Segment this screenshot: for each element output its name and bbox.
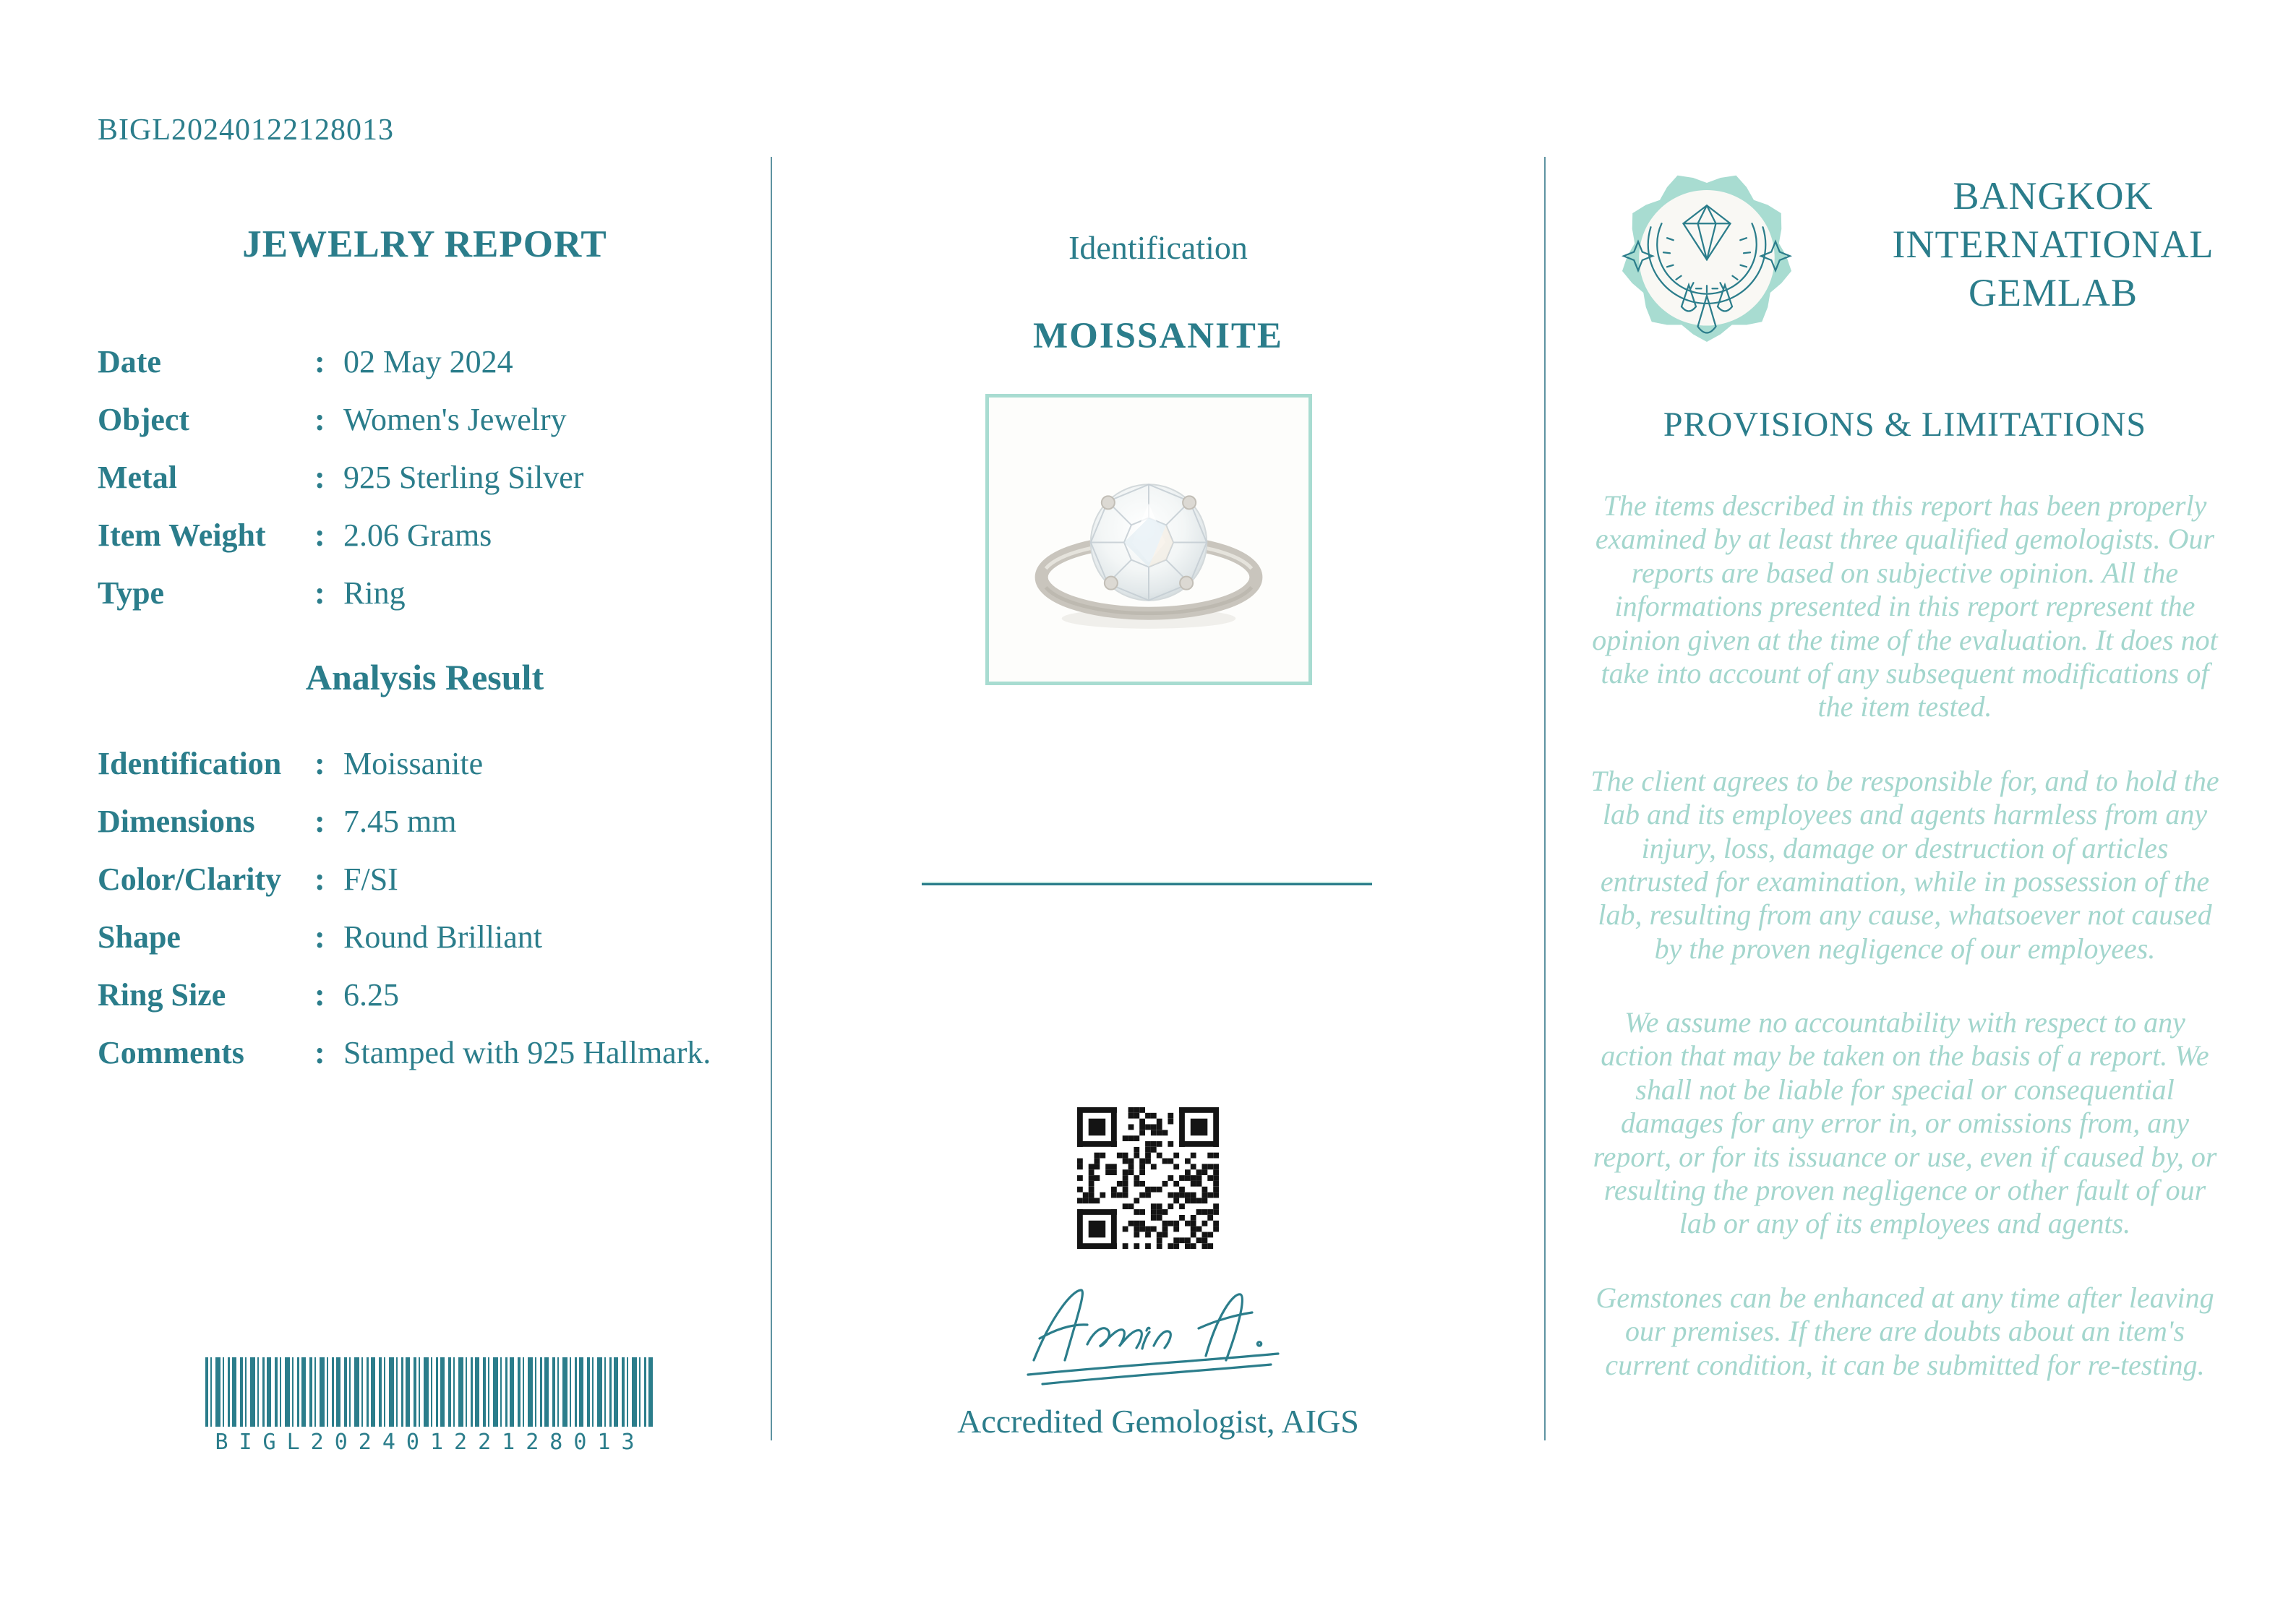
provisions-title: PROVISIONS & LIMITATIONS (1663, 405, 2147, 444)
detail-label: Date (98, 343, 161, 379)
detail-separator: : (314, 976, 325, 1013)
analysis-row-color-clarity (98, 850, 752, 908)
detail-separator: : (314, 1034, 325, 1070)
detail-row-item-weight (98, 506, 752, 564)
lab-name-line: BANGKOK (1953, 174, 2154, 218)
identification-result: MOISSANITE (1033, 316, 1283, 356)
analysis-row-ring-size (98, 966, 752, 1023)
separator-line (922, 882, 1372, 885)
provision-paragraph: Gemstones can be enhanced at any time after leaving our premises. If there are doubts about an item's current condition, it can be submitted for re-testing. (1595, 1281, 2214, 1381)
detail-separator: : (314, 401, 325, 437)
detail-separator: : (314, 745, 325, 781)
report-details (98, 332, 752, 622)
detail-row-date (98, 332, 752, 390)
detail-separator: : (314, 861, 325, 897)
provision-paragraph: The items described in this report has been properly examined by at least three qualified gemologists. Our reports are based on subjective opinion. All the informations presented in this report represent the opinion given at the time of the evaluation. It does not take into account of any subsequent modifications of the item tested. (1592, 489, 2218, 723)
detail-separator: : (314, 919, 325, 955)
qr-code (1077, 1107, 1219, 1249)
detail-label: Object (98, 401, 190, 437)
qr-code-icon (1077, 1107, 1219, 1249)
detail-label: Type (98, 575, 165, 611)
detail-label: Item Weight (98, 517, 266, 553)
detail-value: 6.25 (343, 976, 399, 1013)
analysis-row-dimensions (98, 792, 752, 850)
jewelry-photo (985, 394, 1312, 685)
analysis-row-shape (98, 908, 752, 966)
detail-value: Round Brilliant (343, 919, 542, 955)
analysis-result-title: Analysis Result (305, 657, 544, 697)
column-divider-right (1544, 157, 1546, 1440)
report-title: JEWELRY REPORT (242, 223, 607, 265)
detail-separator: : (314, 517, 325, 553)
detail-value: Moissanite (343, 745, 484, 781)
provision-paragraph: The client agrees to be responsible for, and to hold the lab and its employees and agents harmless from any injury, loss, damage or destruction of articles entrusted for examination, while in possession of the lab, resulting from any cause, whatsoever not caused by the proven negligence of our employees. (1590, 764, 2219, 965)
detail-separator: : (314, 803, 325, 839)
report-barcode (205, 1357, 655, 1455)
detail-value: 7.45 mm (343, 803, 457, 839)
detail-label: Dimensions (98, 803, 255, 839)
detail-label: Identification (98, 745, 282, 781)
detail-value: Women's Jewelry (343, 401, 567, 437)
provisions-section (1562, 405, 2248, 1422)
detail-value: F/SI (343, 861, 398, 897)
analysis-results (98, 734, 752, 1081)
detail-value: 925 Sterling Silver (343, 459, 584, 495)
analysis-row-comments (98, 1023, 752, 1081)
identification-heading: Identification (1068, 229, 1248, 266)
lab-name-line: INTERNATIONAL (1892, 223, 2214, 266)
detail-value: Ring (343, 575, 406, 611)
lab-name-line: GEMLAB (1969, 271, 2138, 314)
detail-row-type (98, 564, 752, 622)
detail-row-object (98, 390, 752, 448)
detail-label: Comments (98, 1034, 244, 1070)
signatory-title: Accredited Gemologist, AIGS (957, 1403, 1359, 1440)
analysis-row-identification (98, 734, 752, 792)
detail-value: Stamped with 925 Hallmark. (343, 1034, 711, 1070)
provision-paragraph: We assume no accountability with respect to any action that may be taken on the basis of a report. We shall not be liable for special or consequential damages for any error in, or omissions from, any report, or for its issuance or use, even if caused by, or resulting the proven negligence or other fault of our lab or any of its employees and agents. (1593, 1006, 2217, 1240)
detail-separator: : (314, 459, 325, 495)
lab-name (1836, 172, 2270, 317)
gem-pendant-badge-icon (1616, 163, 1797, 354)
detail-value: 02 May 2024 (343, 343, 513, 379)
detail-label: Shape (98, 919, 181, 955)
detail-label: Metal (98, 459, 177, 495)
barcode-icon (205, 1357, 655, 1427)
gemologist-signature (990, 1273, 1308, 1400)
report-number: BIGL20240122128013 (98, 113, 394, 147)
detail-value: 2.06 Grams (343, 517, 492, 553)
detail-separator: : (314, 343, 325, 379)
detail-row-metal (98, 448, 752, 506)
ring-photo-illustration (989, 398, 1308, 682)
detail-separator: : (314, 575, 325, 611)
detail-label: Ring Size (98, 976, 226, 1013)
detail-label: Color/Clarity (98, 861, 282, 897)
barcode-text: BIGL20240122128013 (215, 1430, 646, 1455)
